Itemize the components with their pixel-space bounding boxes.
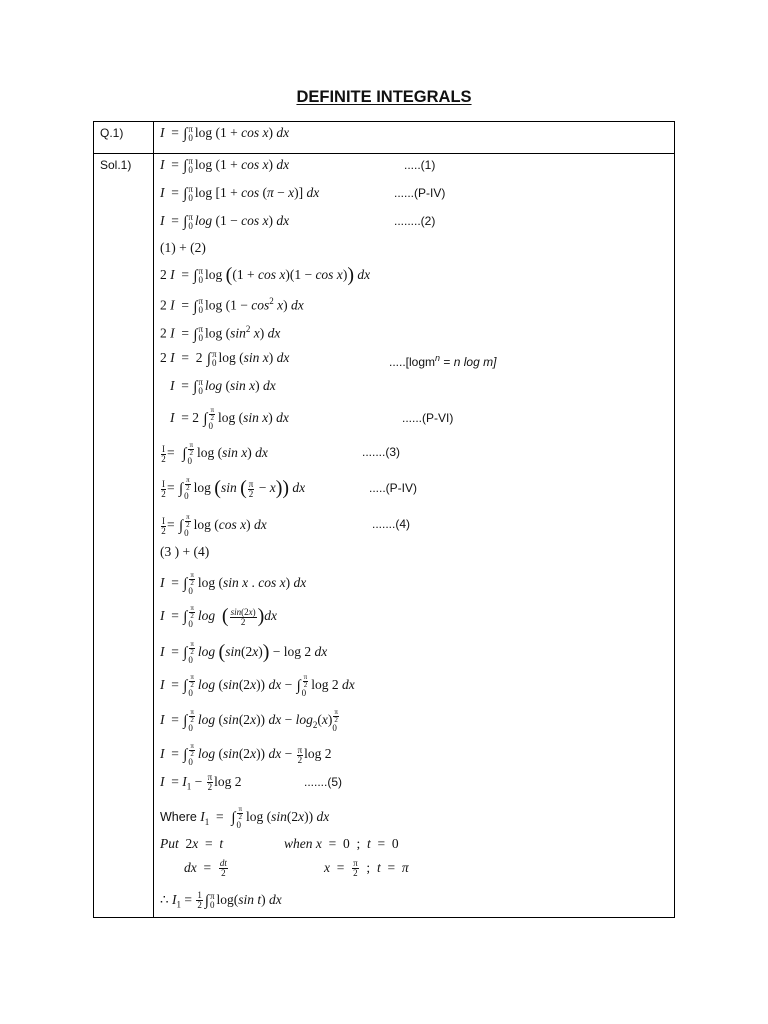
eq-line-20: Where $I_1$ = ∫ $\frac{\pi}{2}$ 0 log (sin(2x)) dx	[160, 805, 330, 830]
tag-8: .......(4)	[372, 517, 411, 531]
eq-line-7: 2 I = 2 ∫ π 0 log (sin x) dx	[160, 348, 290, 368]
eq-line-13: I = ∫ $\frac{\pi}{2}$ 0 log (sin x . cos x) dx	[160, 571, 307, 596]
tag-6: .......(3)	[362, 445, 401, 459]
eq-line-1: I = ∫ π 0 log (1 + cos x) dx	[160, 155, 290, 175]
eq-line-17: I = ∫ $\frac{\pi}{2}$ 0 log (sin(2x)) dx − $\log_2(x)$ $\frac{\pi}{2}$ 0	[160, 708, 338, 733]
solution-table	[93, 121, 675, 918]
question-equation: I = ∫ π 0 log (1 + cos x) dx	[160, 123, 290, 143]
eq-add-12: (1) + (2)	[160, 240, 206, 255]
eq-line-10: $\frac{I}{2}$ = ∫ $\frac{\pi}{2}$ 0 log (sin x) dx	[161, 441, 268, 466]
eq-line-5: 2 I = ∫ π 0 $\log (1 - \cos^2 x)$ dx	[160, 296, 304, 316]
eq-line-6: 2 I = ∫ π 0 $\log (\sin^2$ x) dx	[160, 324, 281, 344]
eq-line-21: Put 2x = t	[160, 836, 224, 851]
eq-line-8: I = ∫ π 0 log (sin x) dx	[170, 376, 276, 396]
eq-line-23: ∴ $I_1$ = $\frac{1}{2}$ ∫ π 0 log(sin t) dx	[160, 890, 282, 911]
eq-line-15: I = ∫ $\frac{\pi}{2}$ 0 log (sin(2x)) − log 2 dx	[160, 640, 328, 665]
question-label: Q.1)	[94, 122, 154, 154]
eq-line-3: I = ∫ π 0 log (1 − cos x) dx	[160, 211, 290, 231]
tag-1: .....(1)	[404, 158, 436, 172]
solution-row	[94, 154, 675, 918]
eq-line-22: dx = $\frac{dt}{2}$	[184, 858, 227, 879]
eq-line-11: $\frac{I}{2}$ = ∫ $\frac{\pi}{2}$ 0 log (sin ( $\frac{\pi}{2}$ − x)) dx	[161, 476, 306, 501]
tag-7: .....(P-IV)	[369, 481, 417, 495]
page-title: DEFINITE INTEGRALS	[296, 88, 472, 106]
eq-add-34: (3 ) + (4)	[160, 544, 210, 559]
eq-line-14: I = ∫ $\frac{\pi}{2}$ 0 log ( $\frac{\sin(2x)}{2}$ )dx	[160, 604, 278, 629]
eq-line-21b: when x = 0 ; t = 0	[284, 836, 399, 851]
eq-line-2: I = ∫ π 0 log [1 + cos (π − x)] dx	[160, 183, 320, 203]
eq-line-9: I = 2 ∫ $\frac{\pi}{2}$ 0 log (sin x) dx	[170, 406, 289, 431]
eq-line-12: $\frac{I}{2}$ = ∫ $\frac{\pi}{2}$ 0 log (cos x) dx	[161, 513, 267, 538]
tag-2: ......(P-IV)	[394, 186, 446, 200]
eq-line-18: I = ∫ $\frac{\pi}{2}$ 0 log (sin(2x)) dx − $\frac{\pi}{2}$ log 2	[160, 742, 332, 767]
solution-cell	[154, 154, 675, 918]
tag-4: .....[logm$^n$ = n log m]	[389, 353, 497, 369]
tag-5: ......(P-VI)	[402, 411, 454, 425]
eq-line-19: $I = I_1$ − $\frac{\pi}{2}$ log 2	[160, 772, 242, 793]
question-cell	[154, 122, 675, 154]
tag-9: .......(5)	[304, 775, 343, 789]
eq-line-16: I = ∫ $\frac{\pi}{2}$ 0 log (sin(2x)) dx − ∫ $\frac{\pi}{2}$ 0 log 2 dx	[160, 673, 355, 698]
eq-line-4: 2 I = ∫ π 0 log ((1 + cos x)(1 − cos x)) dx	[160, 264, 371, 286]
tag-3: ........(2)	[394, 214, 436, 228]
question-row	[94, 122, 675, 154]
eq-line-22b: x = $\frac{\pi}{2}$ ; t = π	[324, 858, 409, 879]
solution-label: Sol.1)	[94, 154, 154, 918]
